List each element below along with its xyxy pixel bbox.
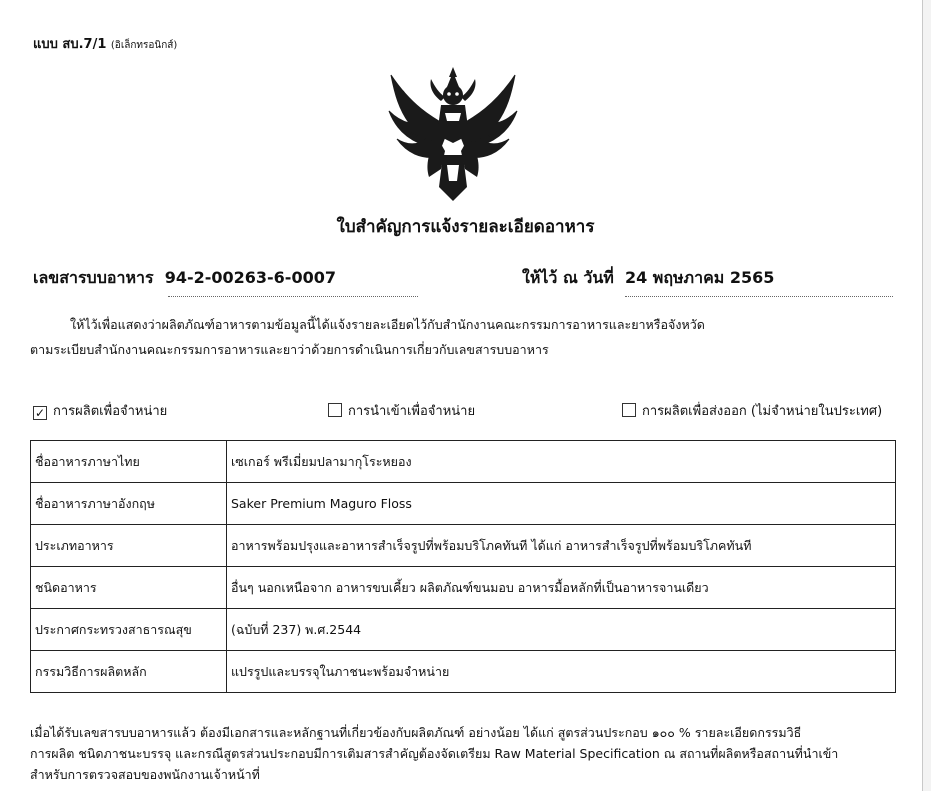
garuda-emblem-icon — [383, 65, 523, 203]
table-row — [31, 567, 896, 609]
footnote — [30, 722, 896, 785]
purpose-label: การผลิตเพื่อจำหน่าย — [53, 404, 168, 419]
row-key: ประเภทอาหาร — [31, 525, 227, 567]
checkbox-checked-icon[interactable]: ✓ — [34, 406, 46, 420]
purpose-option-export[interactable] — [622, 400, 882, 421]
purpose-label: การนำเข้าเพื่อจำหน่าย — [348, 404, 476, 419]
issued-dotline — [625, 296, 893, 297]
footnote-line-3: สำหรับการตรวจสอบของพนักงานเจ้าหน้าที่ — [30, 767, 260, 782]
footnote-line-1: เมื่อได้รับเลขสารบบอาหารแล้ว ต้องมีเอกสารและหลักฐานที่เกี่ยวข้องกับผลิตภัณฑ์ อย่างน้อย ได้แก่ สูตรส่วนประกอบ ๑๐๐ % รายละเอียดกรรมวิธี — [30, 725, 802, 740]
registration-number-row — [33, 266, 336, 296]
row-key: ชื่ออาหารภาษาไทย — [31, 441, 227, 483]
row-value: Saker Premium Maguro Floss — [227, 483, 896, 525]
row-value: อาหารพร้อมปรุงและอาหารสำเร็จรูปที่พร้อมบริโภคทันที ได้แก่ อาหารสำเร็จรูปที่พร้อมบริโภคทันที — [227, 525, 896, 567]
row-key: กรรมวิธีการผลิตหลัก — [31, 651, 227, 693]
row-key: ชนิดอาหาร — [31, 567, 227, 609]
checkbox-icon[interactable] — [328, 403, 342, 417]
form-code-main: แบบ สบ.7/1 — [33, 37, 107, 52]
registration-number: 94-2-00263-6-0007 — [164, 268, 336, 287]
statement-line-2: ตามระเบียบสำนักงานคณะกรรมการอาหารและยาว่าด้วยการดำเนินการเกี่ยวกับเลขสารบบอาหาร — [30, 342, 549, 357]
form-code-sub: (อิเล็กทรอนิกส์) — [110, 40, 178, 51]
purpose-option-import[interactable] — [328, 400, 475, 421]
issued-label: ให้ไว้ ณ วันที่ — [522, 268, 614, 287]
form-code — [33, 33, 177, 54]
page-shadow — [923, 0, 931, 791]
table-row — [31, 441, 896, 483]
row-value: (ฉบับที่ 237) พ.ศ.2544 — [227, 609, 896, 651]
row-value: แปรรูปและบรรจุในภาชนะพร้อมจำหน่าย — [227, 651, 896, 693]
checkbox-icon[interactable] — [622, 403, 636, 417]
row-key: ชื่ออาหารภาษาอังกฤษ — [31, 483, 227, 525]
issued-date-row — [522, 266, 774, 296]
table-row — [31, 609, 896, 651]
table-row — [31, 483, 896, 525]
footnote-line-2: การผลิต ชนิดภาชนะบรรจุ และกรณีสูตรส่วนประกอบมีการเติมสารสำคัญต้องจัดเตรียม Raw Material Specification ณ สถานที่ผลิตหรือสถานที่นำเข้า — [30, 746, 839, 761]
row-value: อื่นๆ นอกเหนือจาก อาหารขบเคี้ยว ผลิตภัณฑ์ขนมอบ อาหารมื้อหลักที่เป็นอาหารจานเดียว — [227, 567, 896, 609]
row-key: ประกาศกระทรวงสาธารณสุข — [31, 609, 227, 651]
issued-date: 24 พฤษภาคม 2565 — [624, 268, 775, 287]
registration-label: เลขสารบบอาหาร — [33, 268, 154, 287]
table-row — [31, 651, 896, 693]
purpose-label: การผลิตเพื่อส่งออก (ไม่จำหน่ายในประเทศ) — [642, 404, 883, 419]
registration-dotline — [168, 296, 418, 297]
purpose-option-production[interactable] — [33, 400, 167, 421]
table-row — [31, 525, 896, 567]
statement — [30, 312, 892, 362]
food-details-table — [30, 440, 896, 693]
page-edge — [922, 0, 923, 791]
document-title: ใบสำคัญการแจ้งรายละเอียดอาหาร — [336, 217, 595, 237]
row-value: เซเกอร์ พรีเมี่ยมปลามากุโระหยอง — [227, 441, 896, 483]
statement-line-1: ให้ไว้เพื่อแสดงว่าผลิตภัณฑ์อาหารตามข้อมูลนี้ได้แจ้งรายละเอียดไว้กับสำนักงานคณะกรรมการอาหารและยาหรือจังหวัด — [70, 317, 705, 332]
